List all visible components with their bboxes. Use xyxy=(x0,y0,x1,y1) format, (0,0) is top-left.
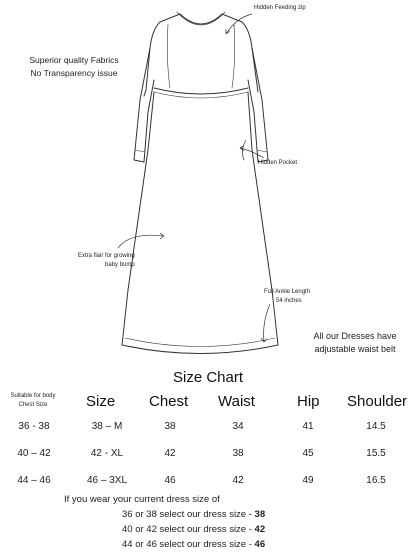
right-sleeve xyxy=(248,48,268,162)
table-row-1-body: 36 - 38 xyxy=(18,421,50,432)
left-sleeve xyxy=(134,48,154,162)
table-row-2-body: 40 – 42 xyxy=(17,448,51,459)
table-row-2-shoulder: 15.5 xyxy=(366,448,386,459)
bodice-outline xyxy=(144,14,258,96)
footer-line-1: 36 or 38 select our dress size - 38 xyxy=(122,509,266,520)
footer-line-3: 44 or 46 select our dress size - 46 xyxy=(122,539,266,550)
annotation-ankle-length: Full Ankle Length 54 inches xyxy=(264,289,311,304)
neckline-inner xyxy=(177,12,225,25)
empire-waist xyxy=(154,88,248,94)
table-row-1-chest: 38 xyxy=(164,421,176,432)
neckline xyxy=(180,14,222,24)
footer-intro: If you wear your current dress size of xyxy=(64,494,220,505)
suitable-label: Suitable for body Chest Size xyxy=(10,393,56,408)
header-shoulder: Shoulder xyxy=(347,393,408,410)
table-row-1-waist: 34 xyxy=(232,421,244,432)
header-hip: Hip xyxy=(297,393,320,410)
annotation-flair: Extra flair for growing baby bump xyxy=(78,253,135,268)
footer-line-2: 40 or 42 select our dress size - 42 xyxy=(122,524,266,535)
size-chart-title: Size Chart xyxy=(172,369,244,386)
table-row-3-chest: 46 xyxy=(164,475,176,486)
table-row-2-waist: 38 xyxy=(232,448,244,459)
skirt-left xyxy=(122,92,154,345)
belt-note: All our Dresses have adjustable waist belt xyxy=(313,331,397,354)
table-row-1-size: 38 – M xyxy=(91,421,123,432)
table-row-1-hip: 41 xyxy=(302,421,314,432)
table-row-3-hip: 49 xyxy=(302,475,314,486)
header-chest: Chest xyxy=(149,393,189,410)
table-row-1-shoulder: 14.5 xyxy=(366,421,386,432)
table-row-3-shoulder: 16.5 xyxy=(366,475,386,486)
table-row-2-size: 42 - XL xyxy=(90,448,124,459)
flair-arrow xyxy=(118,235,164,248)
ankle-arrow xyxy=(264,304,270,342)
table-row-2-hip: 45 xyxy=(302,448,314,459)
skirt-right xyxy=(248,92,278,345)
header-size: Size xyxy=(86,393,116,410)
fabric-note: Superior quality Fabrics No Transparency issue xyxy=(29,55,119,78)
table-row-3-body: 44 – 46 xyxy=(17,475,51,486)
annotation-feeding-zip: Hidden Feeding zip xyxy=(254,5,306,11)
header-waist: Waist xyxy=(218,393,255,410)
annotation-hidden-pocket: Hidden Pocket xyxy=(258,160,298,166)
table-row-3-size: 46 – 3XL xyxy=(86,475,128,486)
table-row-2-chest: 42 xyxy=(164,448,176,459)
table-row-3-waist: 42 xyxy=(232,475,244,486)
